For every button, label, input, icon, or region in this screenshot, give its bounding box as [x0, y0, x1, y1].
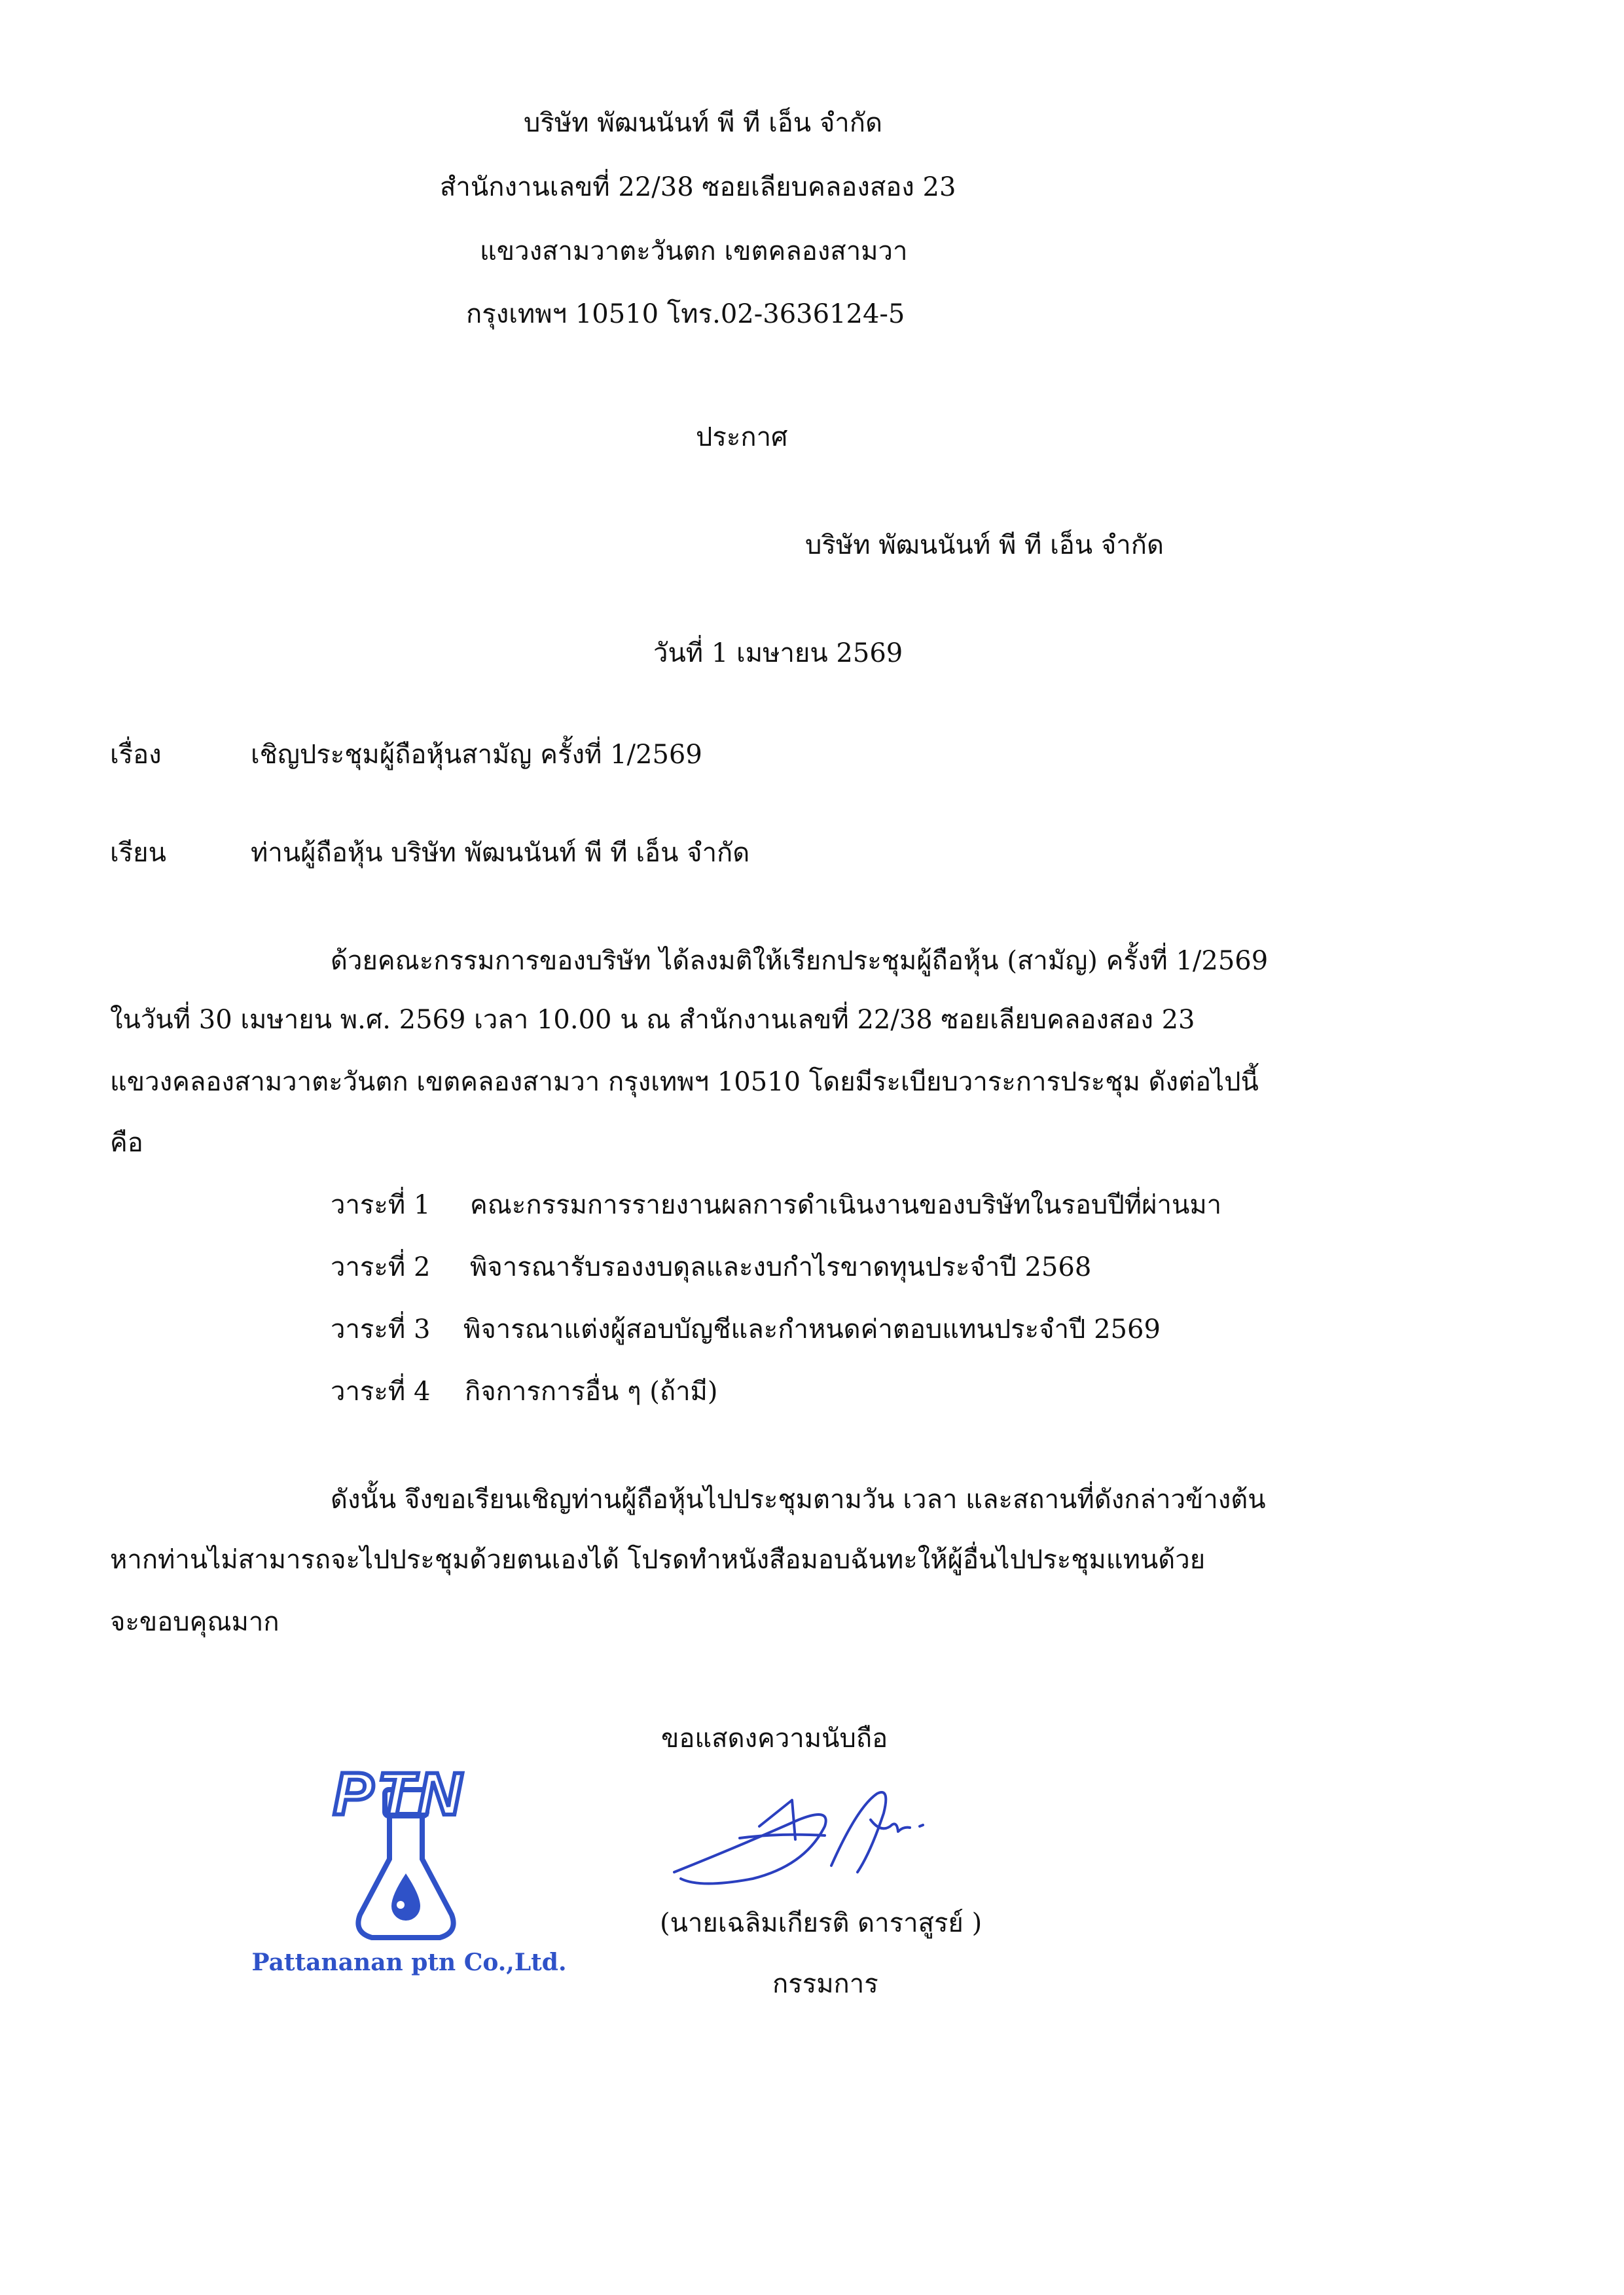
- closing-regards: ขอแสดงความนับถือ: [661, 1724, 888, 1754]
- body-p1-line-3: แขวงคลองสามวาตะวันตก เขตคลองสามวา กรุงเทพฯ 10510 โดยมีระเบียบวาระการประชุม ดังต่อไปนี้: [110, 1067, 1259, 1097]
- agenda-4-number: วาระที่ 4: [331, 1377, 431, 1407]
- recipient-label: เรียน: [110, 838, 166, 868]
- subject-text: เชิญประชุมผู้ถือหุ้นสามัญ ครั้งที่ 1/2569: [251, 740, 702, 770]
- company-name: บริษัท พัฒนนันท์ พี ที เอ็น จำกัด: [524, 108, 882, 138]
- agenda-2-number: วาระที่ 2: [331, 1252, 431, 1282]
- signer-name: (นายเฉลิมเกียรติ ดาราสูรย์ ): [660, 1908, 983, 1938]
- announcement-issuer: บริษัท พัฒนนันท์ พี ที เอ็น จำกัด: [805, 530, 1164, 560]
- agenda-3-number: วาระที่ 3: [331, 1314, 431, 1345]
- signature: [661, 1780, 962, 1892]
- body-p2-line-2: หากท่านไม่สามารถจะไปประชุมด้วยตนเองได้ โปรดทำหนังสือมอบฉันทะให้ผู้อื่นไปประชุมแทนด้วย: [110, 1545, 1206, 1575]
- agenda-3-text: พิจารณาแต่งผู้สอบบัญชีและกำหนดค่าตอบแทนประจำปี 2569: [463, 1314, 1161, 1345]
- body-p2-line-3: จะขอบคุณมาก: [110, 1607, 280, 1637]
- body-p2-line-1: ดังนั้น จึงขอเรียนเชิญท่านผู้ถือหุ้นไปประชุมตามวัน เวลา และสถานที่ดังกล่าวข้างต้น: [331, 1485, 1266, 1515]
- body-p1-line-1: ด้วยคณะกรรมการของบริษัท ได้ลงมติให้เรียกประชุมผู้ถือหุ้น (สามัญ) ครั้งที่ 1/2569: [331, 946, 1269, 976]
- body-p1-line-2: ในวันที่ 30 เมษายน พ.ศ. 2569 เวลา 10.00 น ณ สำนักงานเลขที่ 22/38 ซอยเลียบคลองสอง 23: [110, 1005, 1195, 1035]
- logo-caption: Pattananan ptn Co.,Ltd.: [251, 1949, 567, 1976]
- announcement-title: ประกาศ: [696, 422, 788, 452]
- subject-label: เรื่อง: [110, 740, 162, 770]
- recipient-text: ท่านผู้ถือหุ้น บริษัท พัฒนนันท์ พี ที เอ็น จำกัด: [251, 838, 750, 868]
- agenda-1-number: วาระที่ 1: [331, 1190, 431, 1220]
- agenda-4-text: กิจการการอื่น ๆ (ถ้ามี): [465, 1377, 718, 1407]
- body-p1-line-4: คือ: [110, 1128, 143, 1158]
- address-line-3: กรุงเทพฯ 10510 โทร.02-3636124-5: [466, 299, 905, 329]
- company-logo: [236, 1761, 576, 1983]
- signer-position: กรรมการ: [772, 1969, 878, 1999]
- agenda-2-text: พิจารณารับรองงบดุลและงบกำไรขาดทุนประจำปี 2568: [470, 1252, 1092, 1282]
- logo-letters: PTN: [333, 1761, 465, 1828]
- announcement-date: วันที่ 1 เมษายน 2569: [653, 638, 903, 668]
- agenda-1-text: คณะกรรมการรายงานผลการดำเนินงานของบริษัทในรอบปีที่ผ่านมา: [470, 1190, 1222, 1220]
- address-line-1: สำนักงานเลขที่ 22/38 ซอยเลียบคลองสอง 23: [440, 172, 956, 202]
- address-line-2: แขวงสามวาตะวันตก เขตคลองสามวา: [480, 236, 908, 266]
